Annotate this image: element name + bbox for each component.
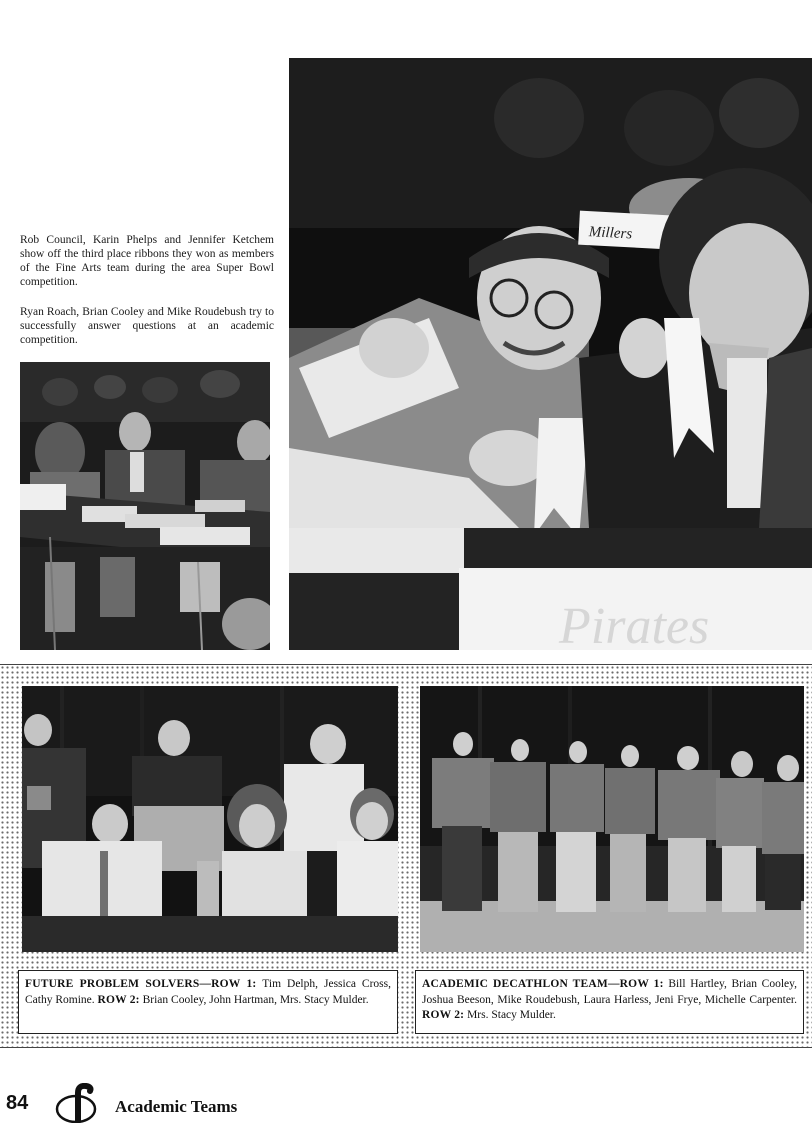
future-problem-solvers-caption <box>18 970 398 1034</box>
fps-heading: FUTURE PROBLEM SOLVERS—ROW 1: <box>25 978 257 990</box>
page-number: 84 <box>6 1092 29 1114</box>
ad-row1-names: Bill Hartley, Brian Cooley, Joshua Beeson, Mike Roudebush, Laura Harless, Jeni Frye, Michelle Carpenter. <box>422 978 798 1006</box>
fine-arts-caption: Rob Council, Karin Phelps and Jennifer Ketchem show off the third place ribbons they won as members of the Fine Arts team during the area Super Bowl competition. <box>20 234 274 288</box>
academic-competition-caption: Ryan Roach, Brian Cooley and Mike Roudebush try to successfully answer questions at an academic competition. <box>20 306 274 346</box>
fps-row2-names: Brian Cooley, John Hartman, Mrs. Stacy Mulder. <box>142 993 369 1006</box>
table-sign: Pirates <box>559 598 710 650</box>
academic-competition-photo <box>20 362 270 650</box>
table-tent-sign: Millers <box>588 224 633 243</box>
ad-row2-label: ROW 2: <box>422 1009 465 1021</box>
scroll-logo-icon <box>54 1083 98 1123</box>
fine-arts-ribbons-photo <box>289 58 812 650</box>
ad-row2-names: Mrs. Stacy Mulder. <box>467 1009 556 1021</box>
section-title: Academic Teams <box>115 1097 238 1116</box>
academic-decathlon-caption <box>415 970 804 1034</box>
academic-decathlon-photo <box>420 686 804 952</box>
ad-heading: ACADEMIC DECATHLON TEAM—ROW 1: <box>422 978 664 990</box>
future-problem-solvers-photo <box>22 686 398 952</box>
fps-row1-names: Tim Delph, Jessica Cross, Cathy Romine. <box>25 978 392 1006</box>
fps-row2-label: ROW 2: <box>97 993 140 1006</box>
